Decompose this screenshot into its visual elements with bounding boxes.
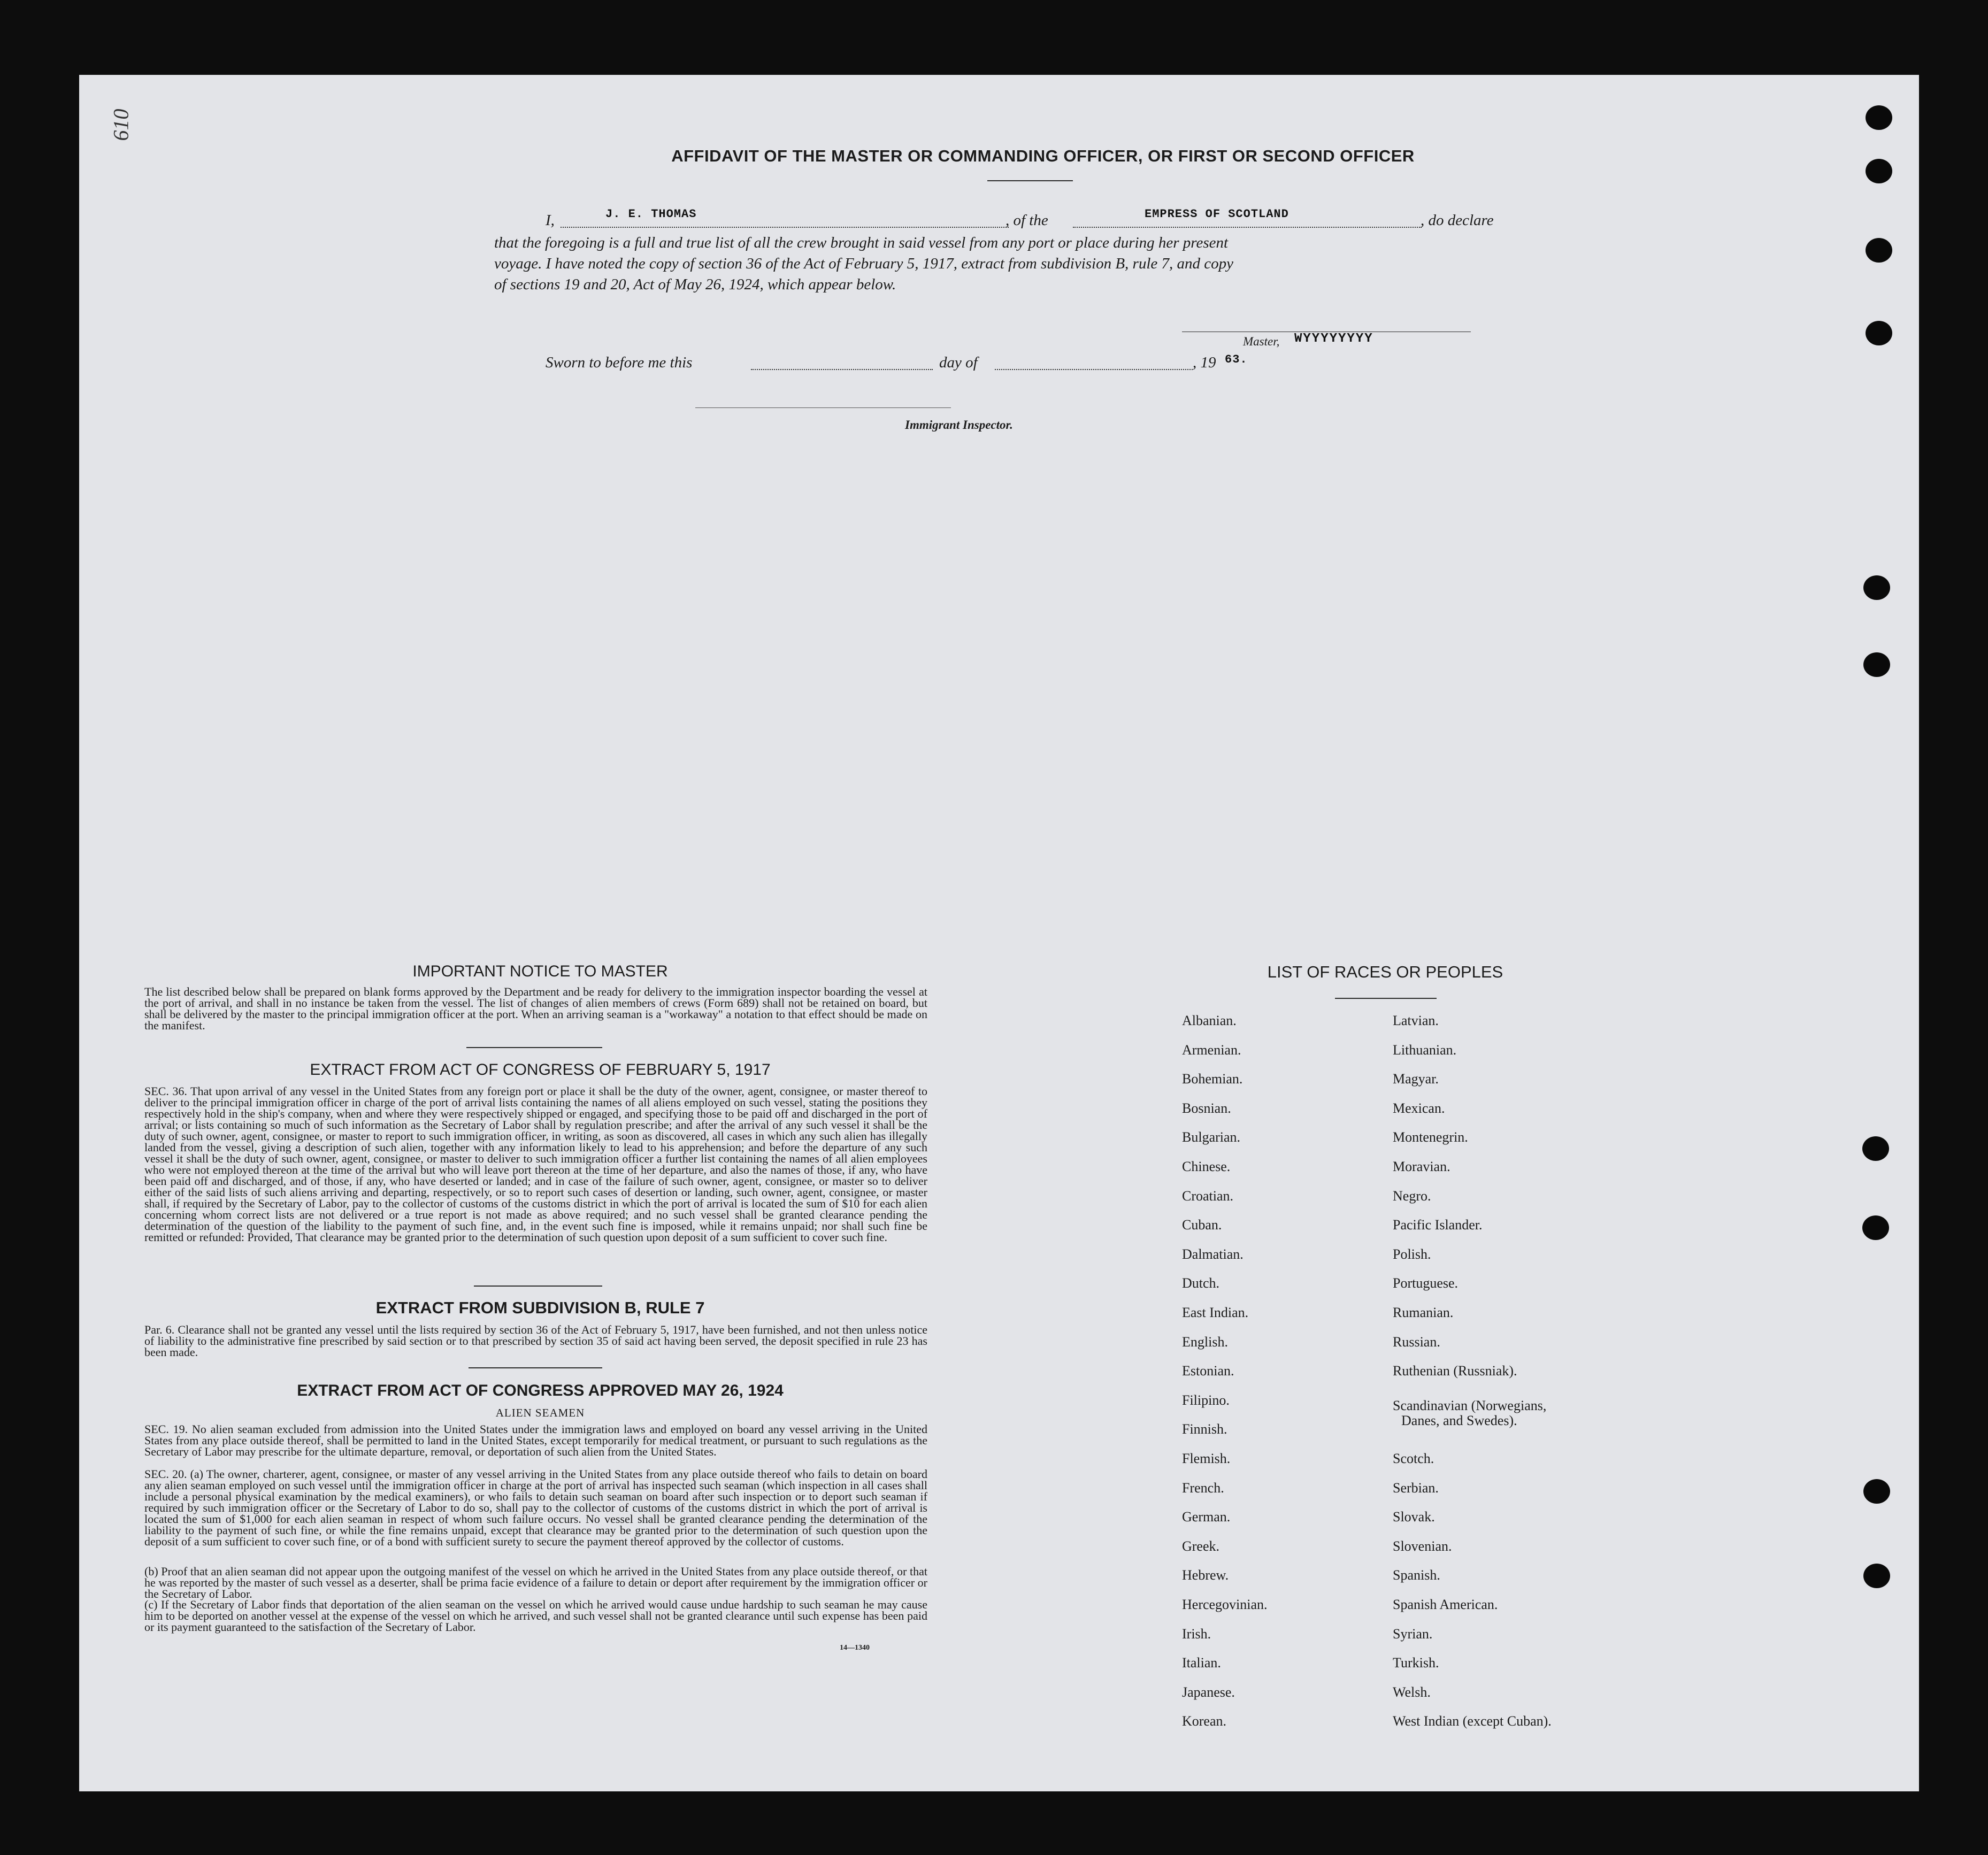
race-item: Scotch. (1393, 1451, 1434, 1466)
master-signature: WYYYYYYYY (1294, 332, 1373, 346)
sworn-month-line (995, 369, 1193, 370)
affidavit-i: I, (546, 212, 555, 229)
binder-hole (1866, 321, 1892, 345)
extract-1924-title: EXTRACT FROM ACT OF CONGRESS APPROVED MAY 26, 1924 (297, 1382, 784, 1399)
extract-rule7-title: EXTRACT FROM SUBDIVISION B, RULE 7 (375, 1298, 705, 1317)
race-item: Cuban. (1182, 1217, 1222, 1233)
race-item: Pacific Islander. (1393, 1217, 1483, 1233)
title-underline (987, 180, 1073, 181)
margin-note: 610 (109, 109, 133, 141)
race-item: Russian. (1393, 1334, 1440, 1350)
race-item: Serbian. (1393, 1480, 1439, 1496)
notice-title: IMPORTANT NOTICE TO MASTER (412, 963, 668, 980)
race-item: Korean. (1182, 1713, 1227, 1729)
binder-hole (1862, 1215, 1889, 1240)
races-title: LIST OF RACES OR PEOPLES (1267, 963, 1503, 981)
race-item: French. (1182, 1480, 1224, 1496)
inspector-label: Immigrant Inspector. (905, 418, 1013, 432)
race-item: Spanish. (1393, 1567, 1440, 1583)
race-item: Scandinavian (Norwegians, (1393, 1397, 1547, 1413)
race-item: Danes, and Swedes). (1401, 1412, 1517, 1428)
binder-hole (1863, 652, 1890, 677)
notice-text: The list described below shall be prepared on blank forms approved by the Department and be ready for delivery to the immigration inspector boarding the vessel at the port of arrival, and shall in no instance be taken from the vessel. The list of changes of alien members of crews (Form 689) shall not be retained on board, but shall be delivered by the master to the principal immigration officer at the port. When an arriving seaman is a "workaway" a notation to that effect should be made on the manifest. (144, 985, 927, 1032)
inspector-signature-line (695, 407, 951, 408)
race-item: Negro. (1393, 1188, 1431, 1204)
affidavit-text-line4: of sections 19 and 20, Act of May 26, 1924, which appear below. (494, 276, 896, 293)
affidavit-declare: , do declare (1421, 212, 1494, 229)
signer-name-line (561, 227, 1009, 228)
affidavit-of-the: , of the (1005, 212, 1048, 229)
extract-1924-subtitle: ALIEN SEAMEN (495, 1406, 585, 1419)
race-item: Polish. (1393, 1246, 1431, 1262)
form-number: 14—1340 (840, 1644, 870, 1652)
affidavit-title: AFFIDAVIT OF THE MASTER OR COMMANDING OFFICER, OR FIRST OR SECOND OFFICER (671, 147, 1415, 165)
affidavit-text-line2: that the foregoing is a full and true list of all the crew brought in said vessel from any port or place during her present (494, 234, 1229, 251)
race-item: Flemish. (1182, 1451, 1231, 1466)
divider (466, 1047, 602, 1048)
race-item: Italian. (1182, 1655, 1221, 1671)
race-item: Dalmatian. (1182, 1246, 1244, 1262)
race-item: Mexican. (1393, 1100, 1445, 1116)
binder-hole (1863, 1564, 1890, 1588)
race-item: Turkish. (1393, 1655, 1439, 1671)
binder-hole (1866, 238, 1892, 263)
binder-hole (1862, 1136, 1889, 1161)
affidavit-text-line3: voyage. I have noted the copy of section 36 of the Act of February 5, 1917, extract from subdivision B, rule 7, and copy (494, 255, 1234, 272)
race-item: Bosnian. (1182, 1100, 1231, 1116)
race-item: Filipino. (1182, 1392, 1230, 1408)
extract-rule7-text: Par. 6. Clearance shall not be granted any vessel until the lists required by section 36 of the Act of February 5, 1917, have been furnished, and not then unless notice of liability to the administrative fine prescribed by said section or to that prescribed by section 35 of said act having been served, the deposit specified in rule 23 has been made. (144, 1323, 927, 1359)
binder-hole (1863, 575, 1890, 600)
race-item: East Indian. (1182, 1305, 1249, 1320)
vessel-name: EMPRESS OF SCOTLAND (1145, 207, 1289, 221)
race-item: Syrian. (1393, 1626, 1433, 1642)
vessel-name-line (1073, 227, 1422, 228)
sworn-day-line (751, 369, 933, 370)
race-item: West Indian (except Cuban). (1393, 1713, 1552, 1729)
binder-hole (1863, 1479, 1890, 1504)
race-item: German. (1182, 1509, 1231, 1525)
race-item: Hebrew. (1182, 1567, 1229, 1583)
extract-1924-sec20c: (c) If the Secretary of Labor finds that deportation of the alien seaman on the vessel on which he arrived would cause undue hardship to such seaman he may cause him to be deported on another vessel at the expense of the vessel on which he arrived, and such vessel shall not be granted clearance until such expense has been paid or its payment guaranteed to the satisfaction of the Secretary of Labor. (144, 1598, 927, 1634)
race-item: Armenian. (1182, 1042, 1241, 1058)
race-item: Albanian. (1182, 1013, 1237, 1028)
race-item: Bohemian. (1182, 1071, 1243, 1087)
race-item: Portuguese. (1393, 1275, 1459, 1291)
master-label: Master, (1243, 335, 1280, 348)
race-item: Greek. (1182, 1538, 1220, 1554)
extract-1917-title: EXTRACT FROM ACT OF CONGRESS OF FEBRUARY 5, 1917 (310, 1061, 771, 1079)
race-item: Montenegrin. (1393, 1129, 1468, 1145)
race-item: Ruthenian (Russniak). (1393, 1363, 1517, 1379)
race-item: Japanese. (1182, 1684, 1235, 1700)
race-item: Lithuanian. (1393, 1042, 1457, 1058)
sworn-text: Sworn to before me this (546, 354, 693, 371)
race-item: Finnish. (1182, 1421, 1227, 1437)
race-item: Magyar. (1393, 1071, 1439, 1087)
race-item: Dutch. (1182, 1275, 1220, 1291)
signer-name: J. E. THOMAS (605, 207, 697, 221)
sworn-day-of: day of (939, 354, 978, 371)
binder-hole (1866, 105, 1892, 130)
race-item: Bulgarian. (1182, 1129, 1241, 1145)
race-item: Latvian. (1393, 1013, 1439, 1028)
race-item: Slovak. (1393, 1509, 1435, 1525)
race-item: Estonian. (1182, 1363, 1234, 1379)
binder-hole (1866, 159, 1892, 183)
extract-1924-sec20a: SEC. 20. (a) The owner, charterer, agent, consignee, or master of any vessel arriving in the United States from any place outside thereof who fails to detain on board any alien seaman employed on such vessel until the immigration officer in charge at the port of arrival has inspected such seaman (which inspection in all cases shall include a personal physical examination by the medical examiners), or who fails to detain such seaman on board after such inspection or to deport such seaman if required by such immigration officer or the Secretary of Labor to do so, shall pay to the collector of customs of the customs district in which the port of arrival is located the sum of $1,000 for each alien seaman in respect of whom such failure occurs. No vessel shall be granted clearance pending the determination of the liability to the payment of such fine, or while the fine remains unpaid, except that clearance may be granted prior to the determination of such question upon the deposit of a sum sufficient to cover such fine, or of a bond with sufficient surety to secure the payment thereof approved by the collector of customs. (144, 1467, 927, 1548)
race-item: Welsh. (1393, 1684, 1431, 1700)
sworn-year: 63. (1225, 353, 1248, 366)
race-item: Moravian. (1393, 1159, 1450, 1174)
race-item: Hercegovinian. (1182, 1597, 1268, 1612)
race-item: Chinese. (1182, 1159, 1231, 1174)
extract-1924-sec20b: (b) Proof that an alien seaman did not appear upon the outgoing manifest of the vessel on which he arrived in the United States from any place outside thereof, or that he was reported by the master of such vessel as a deserter, shall be prima facie evidence of a failure to detain or deport after requirement by the immigration officer or the Secretary of Labor. (144, 1565, 927, 1600)
divider (469, 1367, 602, 1368)
race-item: Rumanian. (1393, 1305, 1454, 1320)
race-item: Croatian. (1182, 1188, 1234, 1204)
sworn-year-prefix: , 19 (1193, 354, 1216, 371)
race-item: Irish. (1182, 1626, 1211, 1642)
race-item: Slovenian. (1393, 1538, 1452, 1554)
extract-1924-sec19: SEC. 19. No alien seaman excluded from admission into the United States under the immigration laws and employed on board any vessel arriving in the United States from any place outside thereof, shall be permitted to land in the United States, except temporarily for medical treatment, or pursuant to such regulations as the Secretary of Labor may prescribe for the ultimate departure, removal, or deportation of such alien from the United States. (144, 1422, 927, 1458)
races-title-underline (1335, 998, 1437, 999)
race-item: English. (1182, 1334, 1228, 1350)
race-item: Spanish American. (1393, 1597, 1498, 1612)
divider (474, 1286, 602, 1287)
extract-1917-text: SEC. 36. That upon arrival of any vessel in the United States from any foreign port or place it shall be the duty of the owner, agent, consignee, or master thereof to deliver to the principal immigration officer in charge of the port of arrival lists containing the names of all aliens employed on such vessel, stating the positions they respectively hold in the ship's company, when and where they were respectively shipped or engaged, and specifying those to be paid off and discharged in the port of arrival; or lists containing so much of such information as the Secretary of Labor shall by regulation prescribe; and after the arrival of any such vessel it shall be the duty of such owner, agent, consignee, or master to report to such immigration officer, in writing, as soon as discovered, all cases in which any such alien has illegally landed from the vessel, giving a description of such alien, together with any information likely to lead to his apprehension; and before the departure of any such vessel it shall be the duty of such owner, agent, consignee, or master to deliver to such immigration officer a further list containing the names of all alien employees who were not employed thereon at the time of the arrival but who will leave port thereon at the time of her departure, and also the names of those, if any, who have been paid off and discharged, and of those, if any, who have deserted or landed; and in case of the failure of such owner, agent, consignee, or master so to deliver either of the said lists of such aliens arriving and departing, respectively, or so to report such cases of desertion or landing, such owner, agent, consignee, or master shall, if required by the Secretary of Labor, pay to the collector of customs of the customs district in which the port of arrival is located the sum of $10 for each alien concerning whom correct lists are not delivered or a true report is not made as above required; and no such vessel shall be granted clearance pending the determination of the question of the liability to the payment of such fine, and, in the event such fine is imposed, while it remains unpaid; nor shall such fine be remitted or refunded: Provided, That clearance may be granted prior to the determination of such question upon deposit of a sum sufficient to cover such fine. (144, 1084, 927, 1244)
